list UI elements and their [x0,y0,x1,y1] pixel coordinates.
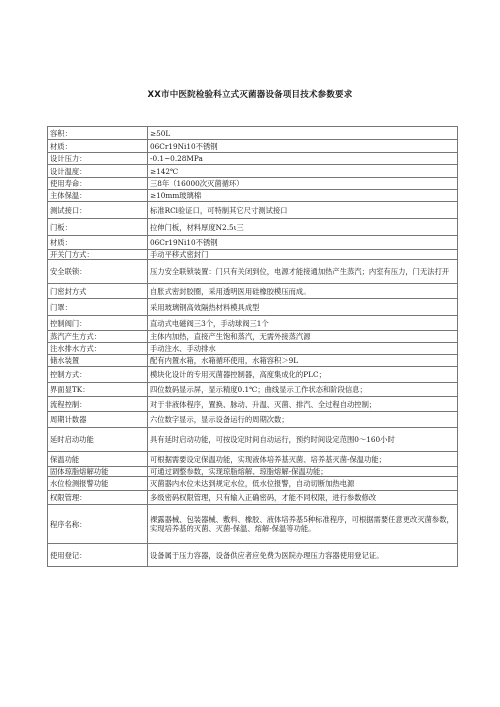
row-value: 06Cr19Ni10不锈钢 [148,236,458,250]
table-row [48,190,458,202]
spec-table-body [48,127,458,567]
row-value: 对于非液体程序，置换、脉动、升温、灭菌、排汽、全过程自动控制； [148,397,458,412]
spec-table [47,126,458,567]
row-label: 权限管理： [48,491,148,505]
row-label: 材质： [48,236,148,250]
row-label: 水位检测报警功能 [48,477,148,491]
table-row [48,412,458,428]
table-row [48,544,458,567]
row-label: 界面显TK： [48,383,148,397]
row-label: 控制阀门： [48,316,148,331]
row-label: 固体琼脂熔解功能 [48,467,148,477]
row-value: 拉伸门板，材料厚度N2.5ι三 [148,219,458,236]
row-value: 四位数码显示屏，显示精度0.1℃；曲线显示工作状态和阶段信息； [148,383,458,397]
row-label: 程序名称： [48,505,148,544]
table-row [48,260,458,284]
row-label: 注水排水方式： [48,343,148,355]
table-row [48,367,458,383]
table-row [48,236,458,250]
table-row [48,355,458,367]
table-row [48,331,458,343]
row-label: 设计压力： [48,153,148,165]
table-row [48,284,458,299]
row-value: 自胀式密封胶圈，采用透明医用硅橡胶模压而成。 [148,284,458,299]
table-row [48,299,458,316]
row-label: 开关门方式： [48,250,148,260]
table-row [48,452,458,467]
row-label: 流程控制： [48,397,148,412]
table-row [48,467,458,477]
table-row [48,383,458,397]
row-value: 裸露器械、包装器械、敷料、橡胶、液体培养基5种标准程序，可根据需要任意更改灭菌参数，实现培养基的灭菌、灭菌-保温、熔解-保温等功能。 [148,505,458,544]
row-value: 灭菌器内水位未达到规定水位，低水位报警，自动切断加热电源 [148,477,458,491]
row-value: 模块化设计的专用灭菌器控制器，高度集成化的PLC； [148,367,458,383]
row-label: 周期计数器 [48,412,148,428]
table-row [48,153,458,165]
row-label: 使用寿命： [48,178,148,190]
row-value: 多级密码权限管理，只有输入正确密码，才能不同权限，进行参数修改 [148,491,458,505]
table-row [48,397,458,412]
row-value: 主体内加热，直接产生饱和蒸汽，无需外接蒸汽源 [148,331,458,343]
row-value: 具有延时启动功能，可按设定时间自动运行，预约时间设定范围0～160小时 [148,428,458,452]
row-label: 容积： [48,127,148,140]
row-label: 控制方式： [48,367,148,383]
row-label: 保温功能 [48,452,148,467]
row-value: ≥142℃ [148,165,458,178]
table-row [48,127,458,140]
row-label: 测试接口： [48,202,148,219]
table-row [48,505,458,544]
row-value: 手动注水、手动排水 [148,343,458,355]
row-label: 门板： [48,219,148,236]
row-label: 蒸汽产生方式： [48,331,148,343]
table-row [48,343,458,355]
row-value: 可根据需要设定保温功能，实现液体培养基灭菌、培养基灭菌-保温功能； [148,452,458,467]
table-row [48,477,458,491]
row-label: 主体保温： [48,190,148,202]
row-value: 采用玻璃钢高效隔热材料模具成型 [148,299,458,316]
row-label: 设计温度： [48,165,148,178]
row-value: 06Cr19Ni10不锈钢 [148,140,458,153]
table-row [48,316,458,331]
row-label: 门罩： [48,299,148,316]
table-row [48,219,458,236]
row-value: 配有内置水箱，水箱循环使用，水箱容积＞9L [148,355,458,367]
row-value: 三8年（16000次灭菌循环） [148,178,458,190]
table-row [48,428,458,452]
row-label: 延时启动功能 [48,428,148,452]
table-row [48,140,458,153]
row-value: 六位数字显示，显示设备运行的周期次数； [148,412,458,428]
table-row [48,165,458,178]
row-value: 压力安全联锁装置：门只有关闭到位，电源才能接通加热产生蒸汽；内室有压力，门无法打开 [148,260,458,284]
row-value: ≥10mm玻璃棉 [148,190,458,202]
row-value: ≥50L [148,127,458,140]
row-value: 可通过调整参数，实现琼脂熔解、琼脂熔解-保温功能； [148,467,458,477]
row-value: -0.1~0.28MPa [148,153,458,165]
row-label: 材质： [48,140,148,153]
row-label: 安全联锁： [48,260,148,284]
document-title: XX市中医院检验科立式灭菌器设备项目技术参数要求 [147,90,353,100]
table-row [48,178,458,190]
row-label: 储水装置 [48,355,148,367]
row-value: 直动式电磁阀三3个，手动球阀三1个 [148,316,458,331]
table-row [48,250,458,260]
row-value: 标准RCl验证口，可特制其它尺寸测试接口 [148,202,458,219]
row-value: 手动平移式密封门 [148,250,458,260]
row-label: 门密封方式 [48,284,148,299]
row-value: 设备属于压力容器，设备供应者应免费为医院办理压力容器使用登记证。 [148,544,458,567]
table-row [48,491,458,505]
row-label: 使用登记： [48,544,148,567]
table-row [48,202,458,219]
